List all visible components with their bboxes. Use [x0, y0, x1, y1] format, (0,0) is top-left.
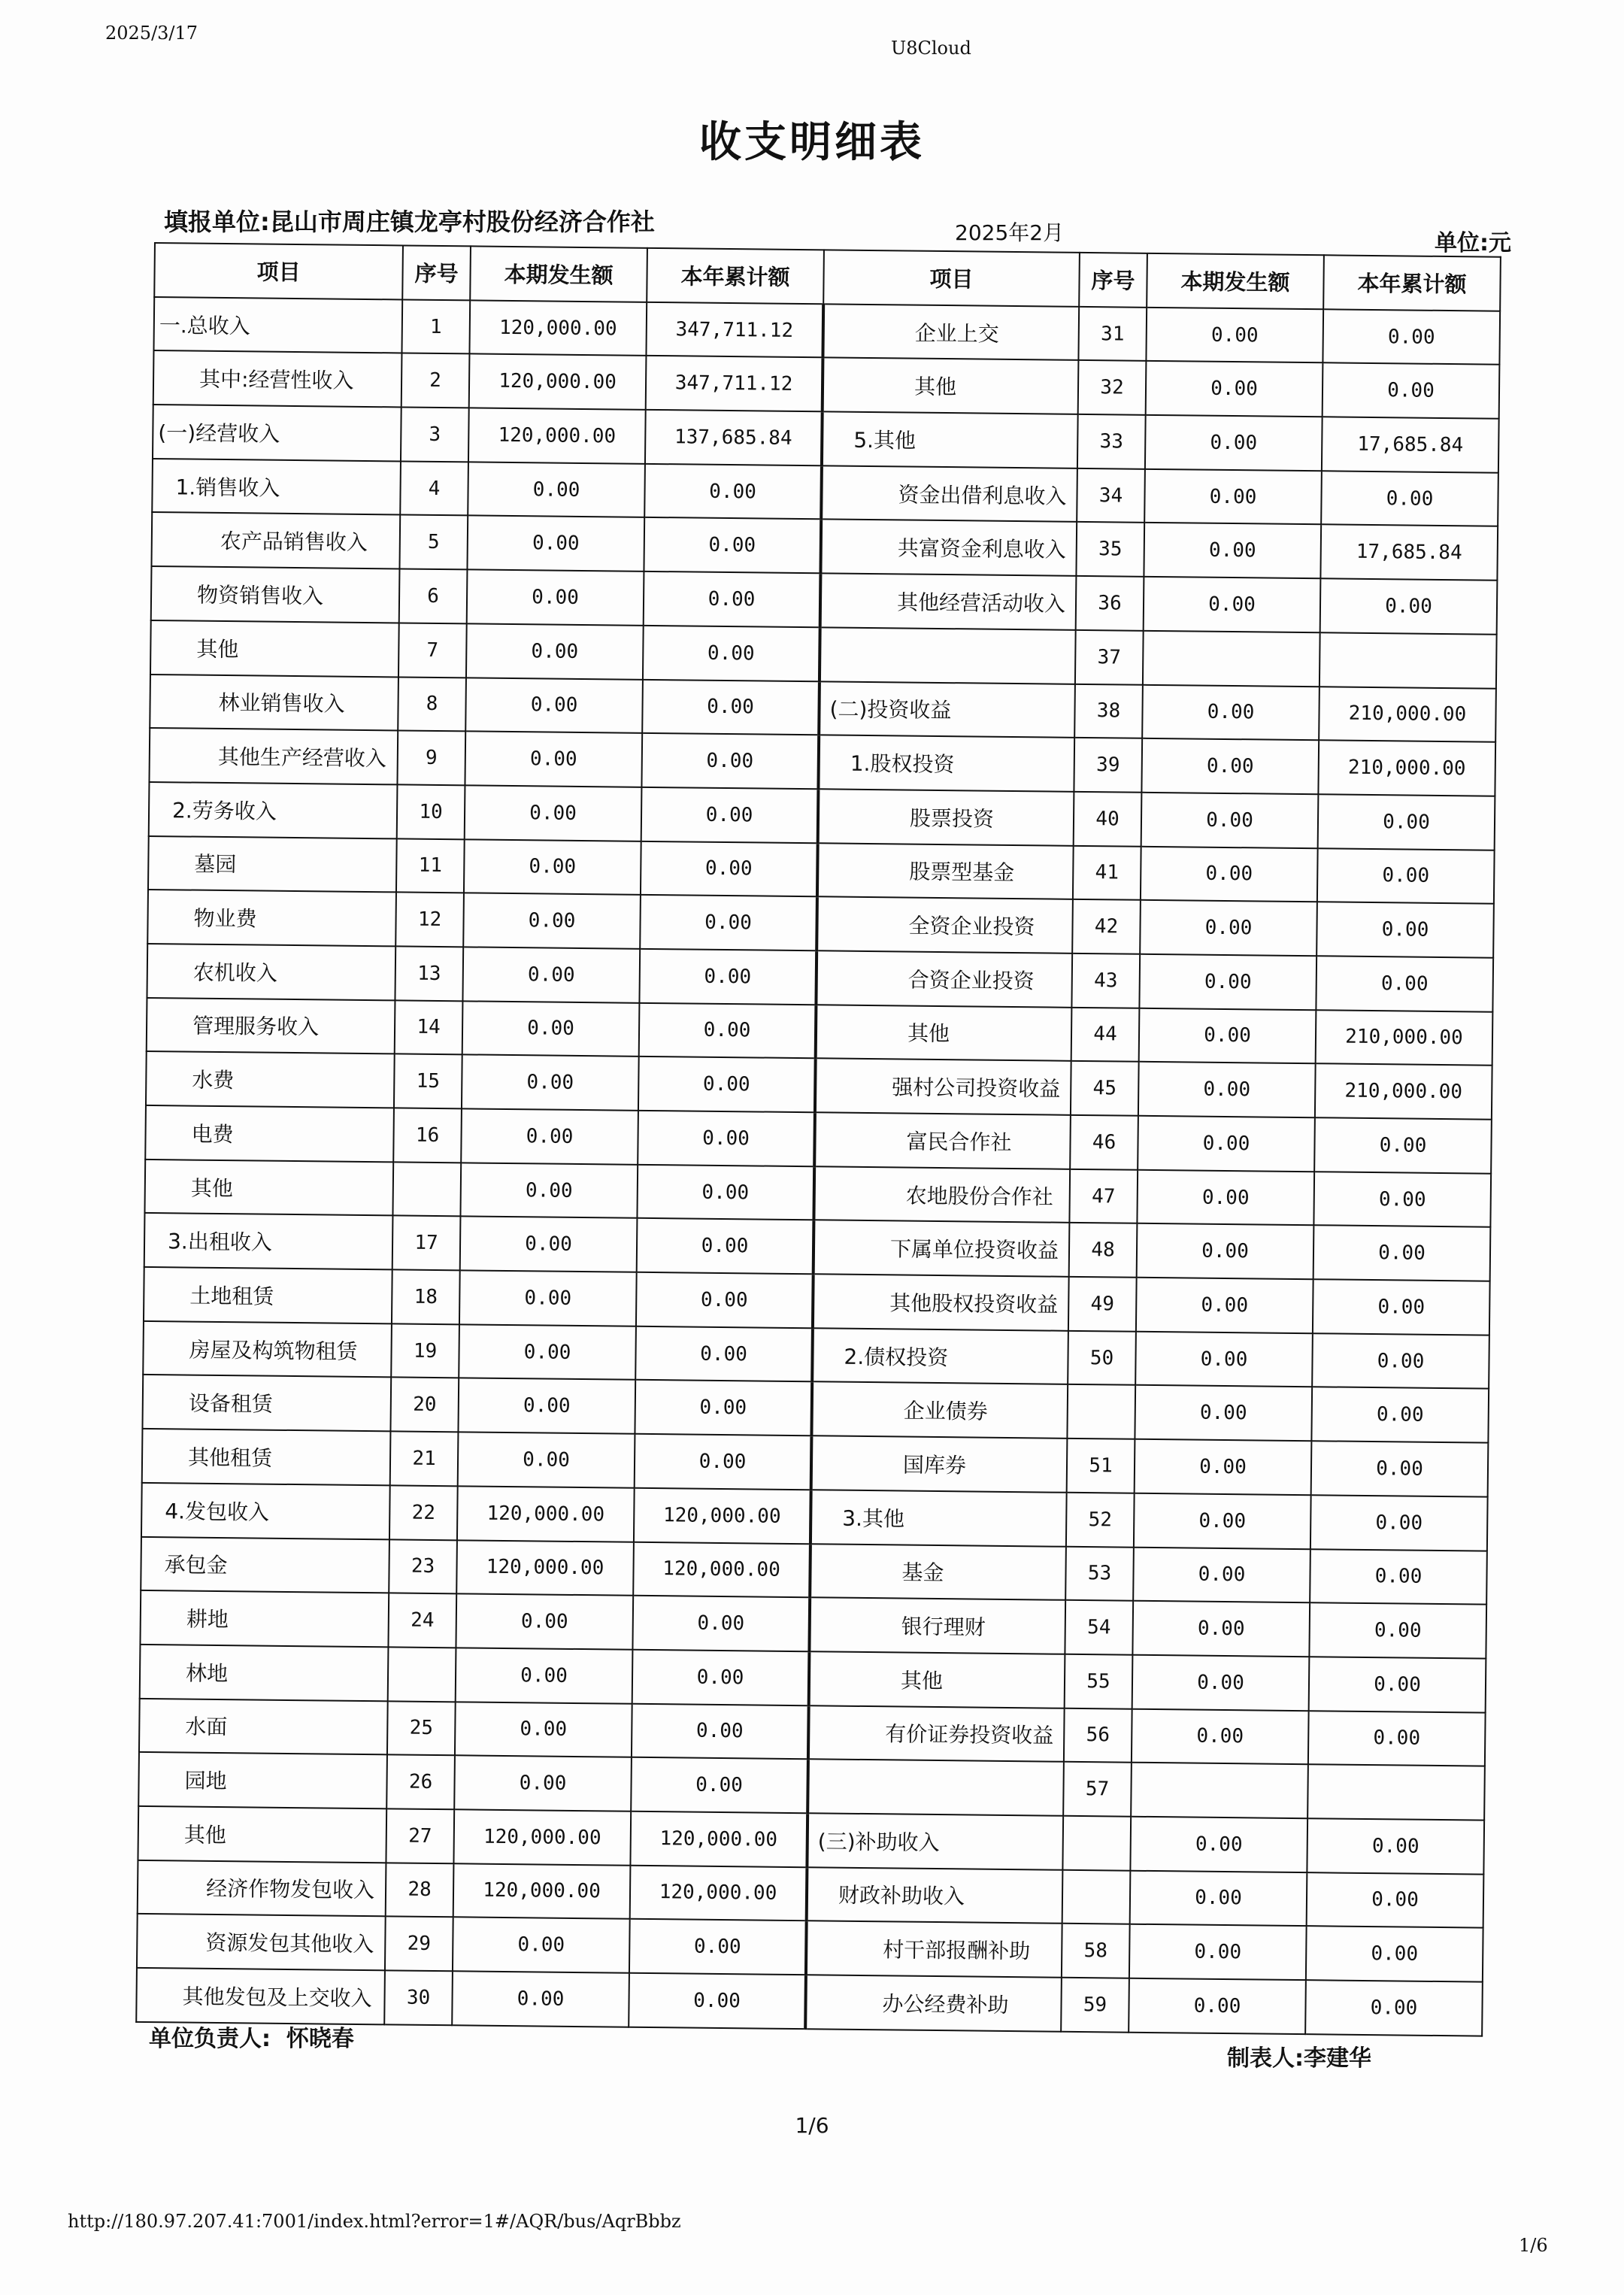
right-seq-cell: 48	[1069, 1223, 1138, 1278]
right-seq-cell: 40	[1074, 792, 1142, 847]
right-seq-cell: 52	[1066, 1493, 1135, 1548]
right-seq-cell: 39	[1074, 738, 1142, 793]
right-seq-cell: 36	[1076, 576, 1144, 631]
col-header-seq-left: 序号	[402, 245, 471, 300]
right-current-amount	[1143, 631, 1320, 687]
right-ytd-amount: 0.00	[1318, 794, 1495, 850]
right-ytd-amount: 0.00	[1313, 1279, 1490, 1335]
right-item-cell: 财政补助收入	[807, 1867, 1063, 1924]
left-current-amount: 0.00	[462, 1055, 639, 1111]
right-item-cell: 村干部报酬补助	[806, 1921, 1062, 1978]
right-item-cell: 下属单位投资收益	[814, 1220, 1070, 1277]
left-item-cell: 3.出租收入	[144, 1213, 393, 1269]
left-current-amount: 0.00	[466, 623, 644, 679]
right-item-cell: 其他	[816, 1005, 1072, 1061]
left-current-amount: 120,000.00	[469, 300, 647, 356]
right-seq-cell: 37	[1075, 630, 1144, 685]
right-seq-cell: 58	[1062, 1924, 1130, 1978]
left-current-amount: 120,000.00	[453, 1809, 631, 1865]
right-current-amount: 0.00	[1140, 900, 1317, 956]
preparer-label: 制表人:	[1227, 2045, 1304, 2072]
left-item-cell: 经济作物发包收入	[138, 1860, 386, 1917]
right-ytd-amount: 0.00	[1314, 1117, 1492, 1173]
right-item-cell: 农地股份合作社	[814, 1166, 1070, 1223]
left-item-cell: 管理服务收入	[147, 998, 395, 1054]
left-seq-cell: 30	[384, 1970, 453, 2025]
right-current-amount: 0.00	[1141, 738, 1319, 794]
left-ytd-amount: 0.00	[640, 895, 817, 950]
left-seq-cell: 12	[395, 893, 464, 947]
right-seq-cell	[1062, 1869, 1131, 1924]
left-ytd-amount: 347,711.12	[646, 356, 823, 411]
right-item-cell: 企业债券	[811, 1382, 1068, 1439]
right-ytd-amount: 0.00	[1321, 471, 1498, 526]
right-current-amount: 0.00	[1138, 1062, 1316, 1117]
right-ytd-amount: 17,685.84	[1320, 525, 1498, 581]
left-seq-cell: 3	[401, 408, 469, 462]
left-current-amount: 0.00	[456, 1593, 633, 1649]
right-ytd-amount: 0.00	[1307, 1872, 1484, 1928]
left-ytd-amount: 0.00	[637, 1218, 814, 1274]
right-item-cell	[807, 1759, 1064, 1815]
right-current-amount: 0.00	[1146, 308, 1323, 363]
right-seq-cell: 56	[1064, 1708, 1132, 1763]
left-ytd-amount: 0.00	[635, 1434, 812, 1490]
unit-principal-name: 怀晓春	[286, 2026, 354, 2052]
left-ytd-amount: 0.00	[636, 1272, 814, 1328]
right-current-amount: 0.00	[1139, 954, 1316, 1010]
left-ytd-amount: 120,000.00	[633, 1542, 810, 1597]
left-item-cell: 其他	[144, 1160, 393, 1216]
left-ytd-amount: 0.00	[629, 1919, 807, 1975]
right-ytd-amount: 210,000.00	[1315, 1064, 1492, 1120]
left-ytd-amount: 347,711.12	[646, 302, 823, 358]
left-current-amount: 0.00	[464, 839, 641, 895]
right-ytd-amount: 0.00	[1307, 1818, 1484, 1874]
left-current-amount: 0.00	[452, 1971, 629, 2027]
left-seq-cell: 11	[396, 838, 465, 893]
right-current-amount: 0.00	[1134, 1493, 1311, 1549]
reporting-unit-label: 填报单位:	[164, 208, 270, 236]
right-item-cell: 3.其他	[810, 1490, 1067, 1546]
left-current-amount: 0.00	[462, 947, 640, 1002]
right-seq-cell: 45	[1071, 1061, 1139, 1116]
page-corner-number: 1/6	[1519, 2235, 1548, 2256]
right-current-amount: 0.00	[1144, 469, 1322, 525]
right-current-amount: 0.00	[1133, 1547, 1310, 1602]
left-current-amount: 120,000.00	[453, 1863, 631, 1919]
left-item-cell: 物资销售收入	[151, 566, 400, 623]
col-header-seq-right: 序号	[1079, 253, 1147, 308]
left-item-cell: 农产品销售收入	[151, 512, 400, 568]
reporting-unit	[164, 203, 655, 238]
right-item-cell: 其他股权投资收益	[813, 1274, 1069, 1330]
right-current-amount	[1131, 1763, 1308, 1818]
col-header-ytd-left: 本年累计额	[647, 248, 824, 304]
right-seq-cell: 42	[1072, 899, 1141, 954]
left-current-amount: 120,000.00	[457, 1486, 635, 1542]
col-header-current-right: 本期发生额	[1147, 253, 1324, 309]
right-seq-cell: 57	[1063, 1762, 1132, 1817]
left-ytd-amount: 0.00	[641, 841, 818, 896]
right-ytd-amount	[1307, 1764, 1485, 1820]
right-current-amount: 0.00	[1129, 1978, 1306, 2034]
right-seq-cell: 51	[1067, 1439, 1135, 1493]
right-seq-cell	[1062, 1816, 1131, 1871]
left-ytd-amount: 0.00	[639, 1002, 817, 1058]
left-seq-cell: 18	[392, 1269, 460, 1324]
col-header-item-right: 项目	[823, 250, 1080, 306]
right-ytd-amount: 0.00	[1308, 1711, 1486, 1766]
right-item-cell: 银行理财	[809, 1597, 1065, 1654]
left-ytd-amount: 0.00	[639, 949, 817, 1005]
left-current-amount: 120,000.00	[468, 408, 646, 463]
left-item-cell: 耕地	[140, 1590, 389, 1647]
right-item-cell: 共富资金利息收入	[820, 520, 1077, 576]
unit-principal	[149, 2020, 354, 2053]
left-ytd-amount: 120,000.00	[630, 1865, 807, 1921]
left-item-cell: 林业销售收入	[150, 674, 398, 730]
left-seq-cell	[392, 1162, 461, 1217]
left-item-cell: 1.销售收入	[152, 459, 401, 515]
right-seq-cell: 55	[1065, 1654, 1133, 1709]
left-item-cell: 其他租赁	[142, 1429, 391, 1485]
currency-unit: 单位:元	[1435, 230, 1511, 256]
left-ytd-amount: 0.00	[638, 1111, 815, 1166]
col-header-ytd-right: 本年累计额	[1323, 255, 1501, 311]
left-seq-cell: 22	[389, 1485, 458, 1540]
left-item-cell: 物业费	[147, 890, 396, 946]
right-item-cell: 1.股权投资	[818, 735, 1074, 791]
right-seq-cell: 59	[1061, 1978, 1129, 2033]
left-current-amount: 0.00	[467, 570, 644, 626]
right-seq-cell: 33	[1077, 414, 1146, 469]
right-seq-cell	[1067, 1384, 1135, 1439]
left-current-amount: 0.00	[455, 1702, 632, 1757]
left-item-cell: 设备租赁	[142, 1375, 391, 1431]
page-url: http://180.97.207.41:7001/index.html?error=1#/AQR/bus/AqrBbbz	[68, 2211, 681, 2232]
preparer-name: 李建华	[1304, 2045, 1371, 2072]
left-current-amount: 0.00	[458, 1378, 635, 1434]
left-seq-cell: 29	[385, 1917, 453, 1972]
right-seq-cell: 38	[1074, 684, 1143, 738]
right-seq-cell: 50	[1068, 1331, 1136, 1386]
right-ytd-amount: 0.00	[1316, 902, 1494, 957]
left-ytd-amount: 0.00	[631, 1757, 808, 1813]
left-item-cell: 其他发包及上交收入	[136, 1968, 385, 2024]
right-current-amount: 0.00	[1135, 1385, 1312, 1441]
left-ytd-amount: 0.00	[637, 1164, 814, 1220]
right-current-amount: 0.00	[1137, 1223, 1314, 1279]
left-item-cell: 水面	[139, 1698, 388, 1754]
right-item-cell: 有价证券投资收益	[808, 1705, 1065, 1762]
left-item-cell: 承包金	[141, 1536, 389, 1593]
table-body	[136, 297, 1500, 2036]
left-seq-cell: 15	[394, 1054, 462, 1109]
preparer	[1227, 2039, 1371, 2072]
right-current-amount: 0.00	[1141, 846, 1318, 902]
left-item-cell: 其他生产经营收入	[149, 728, 398, 784]
left-current-amount: 0.00	[459, 1324, 636, 1380]
income-expense-table	[135, 242, 1501, 2036]
left-current-amount: 0.00	[465, 785, 642, 841]
left-seq-cell: 16	[393, 1108, 462, 1163]
right-current-amount: 0.00	[1130, 1870, 1307, 1926]
left-seq-cell: 21	[390, 1432, 459, 1487]
left-current-amount: 0.00	[467, 516, 644, 571]
right-current-amount: 0.00	[1137, 1169, 1314, 1225]
left-ytd-amount: 0.00	[638, 1057, 816, 1112]
left-item-cell: 电费	[145, 1105, 394, 1162]
left-item-cell: 房屋及构筑物租赁	[143, 1321, 392, 1378]
right-ytd-amount: 0.00	[1311, 1441, 1489, 1496]
col-header-current-left: 本期发生额	[470, 246, 647, 302]
left-ytd-amount: 0.00	[632, 1650, 810, 1705]
right-ytd-amount: 0.00	[1323, 309, 1500, 365]
right-seq-cell: 31	[1078, 307, 1147, 362]
left-ytd-amount: 0.00	[644, 464, 822, 520]
right-ytd-amount: 210,000.00	[1318, 740, 1495, 796]
right-ytd-amount: 0.00	[1313, 1172, 1491, 1227]
page-number: 1/6	[795, 2113, 829, 2138]
right-item-cell: 2.债权投资	[812, 1328, 1068, 1384]
right-ytd-amount: 0.00	[1317, 848, 1495, 904]
right-ytd-amount: 0.00	[1316, 956, 1493, 1011]
left-item-cell: 资源发包其他收入	[137, 1914, 386, 1970]
right-seq-cell: 46	[1070, 1115, 1138, 1170]
left-seq-cell: 26	[386, 1755, 455, 1810]
left-ytd-amount: 0.00	[635, 1380, 812, 1436]
left-seq-cell: 5	[399, 515, 468, 570]
right-current-amount: 0.00	[1130, 1817, 1307, 1872]
left-ytd-amount: 137,685.84	[645, 410, 823, 465]
left-current-amount: 0.00	[463, 893, 641, 949]
right-seq-cell: 54	[1065, 1600, 1133, 1655]
left-seq-cell: 7	[398, 623, 467, 678]
right-item-cell: 其他	[823, 358, 1079, 414]
right-seq-cell: 34	[1077, 468, 1145, 523]
left-current-amount: 120,000.00	[456, 1540, 634, 1596]
right-current-amount: 0.00	[1145, 415, 1323, 471]
left-item-cell: 土地租赁	[144, 1267, 392, 1323]
left-item-cell: 4.发包收入	[141, 1483, 390, 1539]
right-seq-cell: 32	[1078, 360, 1147, 415]
left-item-cell: 园地	[138, 1752, 387, 1808]
left-seq-cell: 28	[386, 1863, 454, 1918]
right-ytd-amount: 17,685.84	[1322, 417, 1499, 472]
left-current-amount: 0.00	[462, 1001, 640, 1057]
left-current-amount: 120,000.00	[469, 354, 647, 410]
left-seq-cell: 25	[387, 1701, 456, 1756]
right-ytd-amount: 0.00	[1310, 1495, 1488, 1551]
right-item-cell: 其他	[809, 1651, 1065, 1708]
right-item-cell: 企业上交	[823, 304, 1079, 360]
left-item-cell: 林地	[140, 1645, 389, 1701]
left-ytd-amount: 120,000.00	[634, 1488, 811, 1544]
right-seq-cell: 41	[1073, 845, 1141, 900]
left-item-cell: (一)经营收入	[153, 405, 401, 461]
right-current-amount: 0.00	[1129, 1924, 1307, 1980]
left-current-amount: 0.00	[456, 1648, 633, 1703]
right-item-cell: 股票型基金	[817, 843, 1074, 899]
left-ytd-amount: 0.00	[641, 787, 819, 843]
left-current-amount: 0.00	[459, 1270, 637, 1326]
left-item-cell: 其他	[138, 1806, 386, 1863]
right-ytd-amount: 0.00	[1311, 1387, 1489, 1443]
right-current-amount: 0.00	[1132, 1655, 1310, 1711]
left-current-amount: 0.00	[460, 1217, 638, 1272]
right-seq-cell: 49	[1068, 1277, 1137, 1332]
right-current-amount: 0.00	[1136, 1278, 1313, 1333]
col-header-item-left: 项目	[154, 243, 403, 299]
right-current-amount: 0.00	[1135, 1332, 1313, 1387]
left-ytd-amount: 0.00	[635, 1326, 813, 1382]
left-ytd-amount: 0.00	[632, 1703, 809, 1759]
right-seq-cell: 43	[1071, 953, 1140, 1008]
left-seq-cell: 13	[395, 946, 463, 1001]
left-current-amount: 0.00	[454, 1756, 632, 1811]
right-item-cell: 合资企业投资	[816, 950, 1072, 1007]
left-current-amount: 0.00	[461, 1108, 638, 1164]
left-ytd-amount: 0.00	[643, 626, 820, 681]
right-ytd-amount	[1320, 632, 1497, 688]
right-ytd-amount: 0.00	[1309, 1602, 1486, 1658]
left-seq-cell: 27	[386, 1808, 454, 1863]
income-expense-table-wrapper	[135, 242, 1500, 2036]
left-item-cell: 一.总收入	[153, 297, 402, 353]
right-seq-cell: 53	[1065, 1546, 1134, 1601]
right-current-amount: 0.00	[1132, 1708, 1309, 1764]
right-current-amount: 0.00	[1132, 1601, 1310, 1657]
left-seq-cell: 20	[390, 1378, 459, 1432]
left-seq-cell: 6	[399, 569, 468, 624]
right-ytd-amount: 210,000.00	[1316, 1010, 1493, 1066]
right-item-cell: 5.其他	[822, 411, 1078, 468]
left-current-amount: 0.00	[458, 1432, 635, 1487]
left-current-amount: 0.00	[460, 1163, 638, 1218]
right-ytd-amount: 0.00	[1323, 363, 1500, 419]
left-item-cell: 墓园	[148, 836, 397, 893]
right-item-cell: 基金	[810, 1544, 1066, 1600]
unit-principal-label: 单位负责人:	[149, 2026, 271, 2052]
left-seq-cell: 8	[398, 677, 466, 732]
left-item-cell: 水费	[146, 1051, 395, 1108]
right-current-amount: 0.00	[1139, 1008, 1316, 1063]
app-name: U8Cloud	[891, 38, 971, 59]
left-current-amount: 0.00	[453, 1918, 630, 1973]
right-item-cell: (二)投资收益	[819, 681, 1075, 738]
left-seq-cell: 17	[392, 1216, 461, 1271]
left-seq-cell: 9	[397, 731, 465, 786]
left-ytd-amount: 0.00	[641, 733, 819, 789]
left-ytd-amount: 0.00	[642, 679, 820, 735]
right-ytd-amount: 0.00	[1309, 1657, 1486, 1712]
right-item-cell: 办公经费补助	[805, 1975, 1062, 2031]
left-current-amount: 0.00	[468, 462, 645, 517]
right-current-amount: 0.00	[1144, 523, 1321, 578]
print-date: 2025/3/17	[105, 23, 198, 44]
left-current-amount: 0.00	[465, 678, 643, 733]
left-current-amount: 0.00	[465, 732, 642, 787]
reporting-unit-name: 昆山市周庄镇龙亭村股份经济合作社	[269, 208, 655, 236]
right-item-cell: 国库券	[811, 1436, 1068, 1492]
right-seq-cell: 47	[1069, 1169, 1138, 1224]
right-seq-cell: 35	[1076, 522, 1144, 577]
left-ytd-amount: 120,000.00	[630, 1811, 807, 1867]
right-item-cell	[820, 627, 1076, 684]
right-seq-cell: 44	[1071, 1007, 1140, 1062]
right-item-cell: 富民合作社	[814, 1112, 1071, 1169]
right-item-cell: 股票投资	[818, 789, 1074, 845]
left-seq-cell: 4	[400, 461, 468, 516]
right-current-amount: 0.00	[1135, 1439, 1312, 1495]
left-seq-cell: 23	[389, 1539, 457, 1594]
left-ytd-amount: 0.00	[632, 1596, 810, 1651]
left-item-cell: 2.劳务收入	[149, 782, 398, 838]
left-ytd-amount: 0.00	[629, 1973, 806, 2029]
left-seq-cell: 2	[401, 353, 470, 408]
left-item-cell: 其他	[150, 620, 399, 677]
right-current-amount: 0.00	[1142, 684, 1320, 740]
right-ytd-amount: 0.00	[1312, 1333, 1489, 1389]
left-ytd-amount: 0.00	[644, 571, 821, 627]
right-current-amount: 0.00	[1138, 1116, 1315, 1172]
right-item-cell: 全资企业投资	[817, 897, 1073, 953]
right-ytd-amount: 0.00	[1305, 1980, 1483, 2036]
right-current-amount: 0.00	[1144, 577, 1321, 632]
report-period: 2025年2月	[955, 220, 1065, 245]
report-title: 收支明细表	[699, 118, 925, 167]
left-seq-cell: 19	[391, 1323, 459, 1378]
right-ytd-amount: 0.00	[1320, 578, 1498, 634]
right-item-cell: 其他经营活动收入	[820, 573, 1077, 629]
right-item-cell: 资金出借利息收入	[821, 465, 1077, 522]
left-seq-cell: 10	[397, 784, 465, 839]
right-ytd-amount: 0.00	[1306, 1926, 1483, 1981]
left-item-cell: 农机收入	[147, 944, 395, 1000]
right-current-amount: 0.00	[1146, 361, 1323, 417]
right-ytd-amount: 0.00	[1310, 1549, 1487, 1605]
right-item-cell: (三)补助收入	[807, 1813, 1063, 1869]
right-item-cell: 强村公司投资收益	[815, 1059, 1071, 1115]
left-ytd-amount: 0.00	[644, 517, 821, 573]
left-seq-cell: 24	[388, 1593, 456, 1648]
right-current-amount: 0.00	[1141, 793, 1319, 848]
left-seq-cell	[388, 1647, 456, 1702]
right-ytd-amount: 0.00	[1313, 1226, 1491, 1281]
left-item-cell: 其中:经营性收入	[153, 350, 402, 407]
left-seq-cell: 1	[401, 299, 470, 354]
left-seq-cell: 14	[395, 1000, 463, 1055]
right-ytd-amount: 210,000.00	[1319, 687, 1496, 742]
